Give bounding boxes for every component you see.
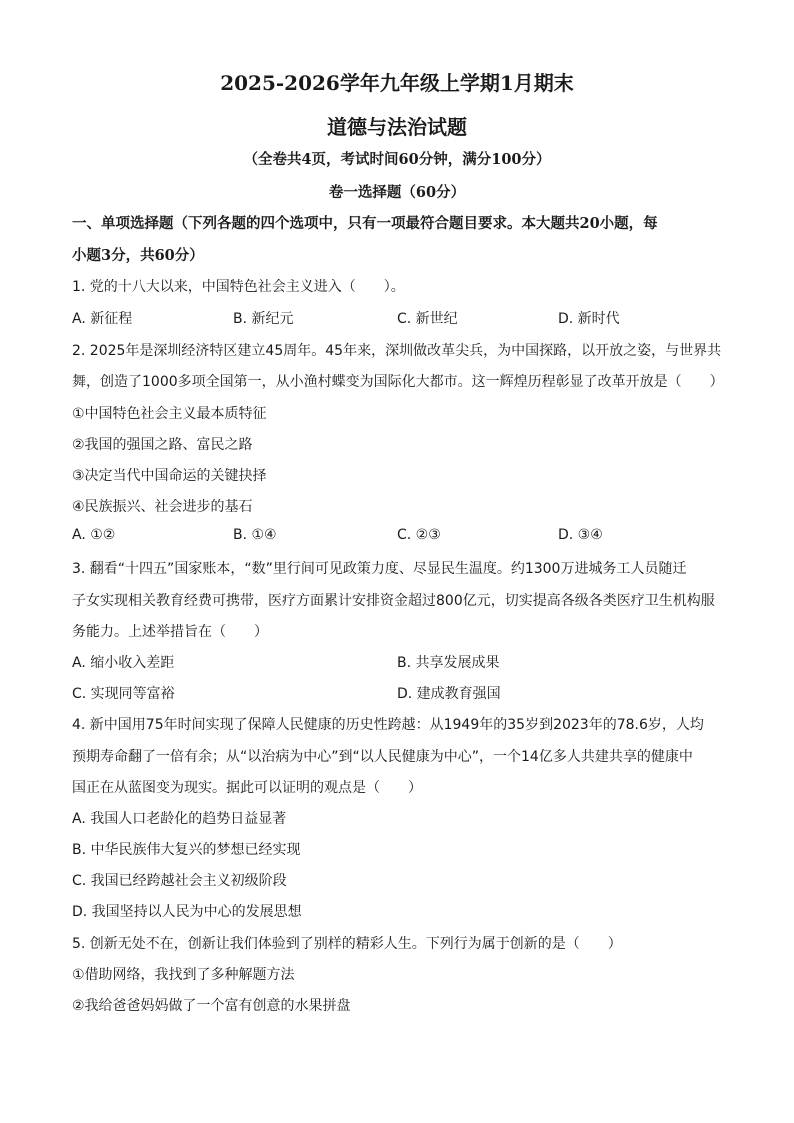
q2-statement-1: ①中国特色社会主义最本质特征 [72, 406, 267, 422]
q1-option-c: C. 新世纪 [397, 311, 458, 327]
q2-option-d: D. ③④ [558, 527, 603, 543]
subject-title: 道德与法治试题 [327, 115, 467, 139]
q2-option-c: C. ②③ [397, 527, 441, 543]
q2-option-a: A. ①② [72, 527, 116, 543]
section-heading-line1: 一、单项选择题（下列各题的四个选项中，只有一项最符合题目要求。本大题共20小题，每 [72, 215, 658, 232]
q3-option-c: C. 实现同等富裕 [72, 686, 175, 702]
volume-title: 卷一选择题（60分） [328, 184, 466, 201]
q1-option-b: B. 新纪元 [233, 311, 294, 327]
q4-option-d: D. 我国坚持以人民为中心的发展思想 [72, 904, 302, 920]
q2-option-b: B. ①④ [233, 527, 277, 543]
exam-title: 2025-2026学年九年级上学期1月期末 [220, 71, 574, 95]
section-heading-line2: 小题3分，共60分） [72, 247, 204, 264]
q2-stem-line2: 舞，创造了1000多项全国第一，从小渔村蝶变为国际化大都市。这一辉煌历程彰显了改革开放是（ ） [72, 374, 724, 390]
q1-stem: 1. 党的十八大以来，中国特色社会主义进入（ ）。 [72, 279, 405, 295]
q4-stem-line3: 国正在从蓝图变为现实。据此可以证明的观点是（ ） [72, 780, 422, 796]
q3-stem-line2: 子女实现相关教育经费可携带，医疗方面累计安排资金超过800亿元，切实提高各级各类医疗卫生机构服 [72, 593, 715, 609]
q3-stem-line3: 务能力。上述举措旨在（ ） [72, 624, 268, 640]
q4-stem-line2: 预期寿命翻了一倍有余；从“以治病为中心”到“以人民健康为中心”，一个14亿多人共建共享的健康中 [72, 749, 693, 765]
q2-statement-4: ④民族振兴、社会进步的基石 [72, 499, 253, 515]
q4-option-a: A. 我国人口老龄化的趋势日益显著 [72, 811, 287, 827]
q2-stem-line1: 2. 2025年是深圳经济特区建立45周年。45年来，深圳做改革尖兵，为中国探路，以开放之姿，与世界共 [72, 343, 722, 359]
q4-option-c: C. 我国已经跨越社会主义初级阶段 [72, 873, 287, 889]
q3-option-b: B. 共享发展成果 [397, 655, 500, 671]
q3-stem-line1: 3. 翻看“十四五”国家账本，“数”里行间可见政策力度、尽显民生温度。约1300万进城务工人员随迁 [72, 561, 687, 577]
q3-option-a: A. 缩小收入差距 [72, 655, 175, 671]
q5-statement-2: ②我给爸爸妈妈做了一个富有创意的水果拼盘 [72, 998, 351, 1014]
q4-stem-line1: 4. 新中国用75年时间实现了保障人民健康的历史性跨越：从1949年的35岁到2023年的78.6岁，人均 [72, 717, 704, 733]
q2-statement-3: ③决定当代中国命运的关键抉择 [72, 468, 267, 484]
q3-option-d: D. 建成教育强国 [397, 686, 501, 702]
q2-statement-2: ②我国的强国之路、富民之路 [72, 437, 253, 453]
q4-option-b: B. 中华民族伟大复兴的梦想已经实现 [72, 842, 301, 858]
exam-meta: （全卷共4页，考试时间60分钟，满分100分） [243, 151, 551, 168]
q5-stem: 5. 创新无处不在，创新让我们体验到了别样的精彩人生。下列行为属于创新的是（ ） [72, 936, 622, 952]
q5-statement-1: ①借助网络，我找到了多种解题方法 [72, 967, 295, 983]
q1-option-d: D. 新时代 [558, 311, 620, 327]
q1-option-a: A. 新征程 [72, 311, 133, 327]
